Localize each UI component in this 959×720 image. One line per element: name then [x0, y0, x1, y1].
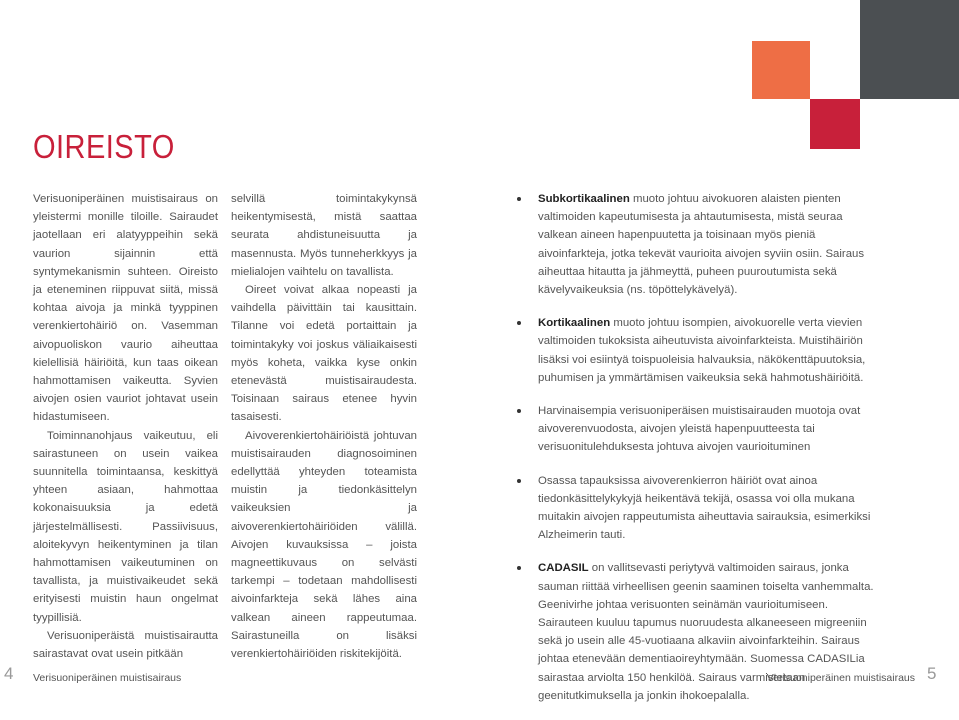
paragraph: Aivoverenkiertohäiriöistä johtuvan muistisairauden diagnosoiminen edellyttää yhteyden toteamista muistin ja tiedonkäsittelyn vaikeuksien ja aivoverenkiertohäiriöiden välillä. Aivojen kuvauksissa – joista magneettikuvaus on selvästi tarkempi – todetaan mahdollisesti aivoinfarkteja sekä lähes aina valkean aineen rappeutumaa. Sairastuneilla on lisäksi verenkiertohäiriöiden riskitekijöitä. — [231, 429, 417, 661]
item-text: Harvinaisempia verisuoniperäisen muistisairauden muotoja ovat aivoverenvuodosta, aivojen yleistä hapenpuutteesta tai verisuonitulehduksesta johtuva aivojen vaurioituminen — [538, 405, 861, 454]
text-column-1 — [33, 190, 218, 663]
paragraph: Oireet voivat alkaa nopeasti ja vaihdella päivittäin tai kausittain. Tilanne voi edetä portaittain ja toimintakyky voi joskus väliaikaisesti myös koheta, vaikka kyse onkin etenevästä muistisairaudesta. Toisinaan sairaus etenee hyvin tasaisesti. — [231, 284, 417, 424]
term: CADASIL — [538, 562, 589, 575]
bullet-icon — [517, 197, 521, 201]
item-text: muoto johtuu isompien, aivokuorelle verta vievien valtimoiden tukoksista aiheutuvista aivoinfarkteista. Muistihäiriön lisäksi voi esiintyä toispuoleisia halvauksia, näkökenttäpuutoksia, puhumisen ja ymmärtämisen vaikeuksia sekä hahmotushäiriöitä. — [538, 317, 866, 384]
term: Subkortikaalinen — [538, 193, 630, 205]
term: Kortikaalinen — [538, 317, 611, 330]
paragraph: Toiminnanohjaus vaikeutuu, eli sairastuneen on usein vaikea suunnitella toimintaansa, keskittyä yhteen asiaan, hahmottaa kokonaisuuksia ja edetä järjestelmällisesti. Passiivisuus, aloitekyvyn heikentyminen ja tilan hahmottamisen vaikeutuminen on tavallista, ja muistivaikeudet sekä erityisesti muistin haun ongelmat tyypillisiä. — [33, 429, 218, 624]
page-number-right: 5 — [927, 664, 937, 683]
bullet-icon — [517, 321, 521, 325]
decor-square-red — [810, 99, 860, 149]
list-item — [517, 472, 884, 545]
item-text: Osassa tapauksissa aivoverenkierron häiriöt ovat ainoa tiedonkäsittelykykyjä heikentävä tekijä, osassa voi olla mukana muitakin aivojen rappeutumista aiheuttavia sairauksia, esimerkiksi Alzheimerin tauti. — [538, 474, 871, 542]
list-item — [517, 402, 884, 457]
text-column-2 — [231, 190, 417, 663]
list-item — [517, 190, 884, 299]
bullet-icon — [517, 409, 521, 413]
footer-right: Verisuoniperäinen muistisairaus — [766, 672, 915, 684]
list-item — [517, 314, 884, 387]
item-text: on vallitsevasti periytyvä valtimoiden sairaus, jonka sauman riittää virheellisen geenin saaminen toiselta vanhemmalta. Geenivirhe johtaa verisuonten seinämän vaurioitumiseen. Sairauteen kuuluu tapumus nuoruudesta alkaneeseen migreeniin sekä jo usein alle 45-vuotiaana alkaviin aivoinfarkteihin. Sairaus johtaa etenevään dementiaoireyhtymään. Suomessa CADASILia sairastaa arviolta 150 henkilöä. Sairaus varmistetaan geenitutkimuksella ja jonkin ihokoepalalla. — [538, 562, 874, 702]
page-number-left: 4 — [4, 664, 14, 683]
bullet-list — [517, 190, 884, 720]
item-text: muoto johtuu aivokuoren alaisten pienten valtimoiden kapeutumisesta ja ahtautumisesta, mistä seuraa valkean aineen hapenpuutetta ja toisinaan myös pieniä aivoinfarkteja, jotka tekevät vaurioita aivojen syviin osiin. Sairaus aiheuttaa hitautta ja jähmeyttä, puheen puuroutumista sekä kävelyvaikeuksia (ns. töpöttelykävelyä). — [538, 193, 865, 297]
decor-square-orange — [752, 41, 810, 99]
bullet-icon — [517, 566, 521, 570]
decor-square-dark — [860, 0, 959, 99]
page-title: OIREISTO — [33, 128, 175, 165]
paragraph: Verisuoniperäistä muistisairautta sairastavat ovat usein pitkään — [33, 629, 218, 661]
footer-left: Verisuoniperäinen muistisairaus — [33, 672, 182, 684]
bullet-icon — [517, 479, 521, 483]
paragraph: selvillä toimintakykynsä heikentymisestä, mistä saattaa seurata ahdistuneisuutta ja masennusta. Myös tunneherkkyys ja mielialojen vaihtelu on tavallista. — [231, 193, 417, 278]
paragraph: Verisuoniperäinen muistisairaus on yleistermi monille tiloille. Sairaudet jaotellaan eri alatyyppeihin sekä vaurion sijainnin että syntymekanismin suhteen. Oireisto ja eteneminen riippuvat siitä, missä kohtaa aivoja ja minkä tyyppinen verenkiertohäiriö on. Vasemman aivopuoliskon vaurio aiheuttaa kielellisiä häiriöitä, kun taas oikean hahmottamisen vaikeutta. Syvien aivojen osien vauriot johtavat usein hidastumiseen. — [33, 193, 218, 424]
